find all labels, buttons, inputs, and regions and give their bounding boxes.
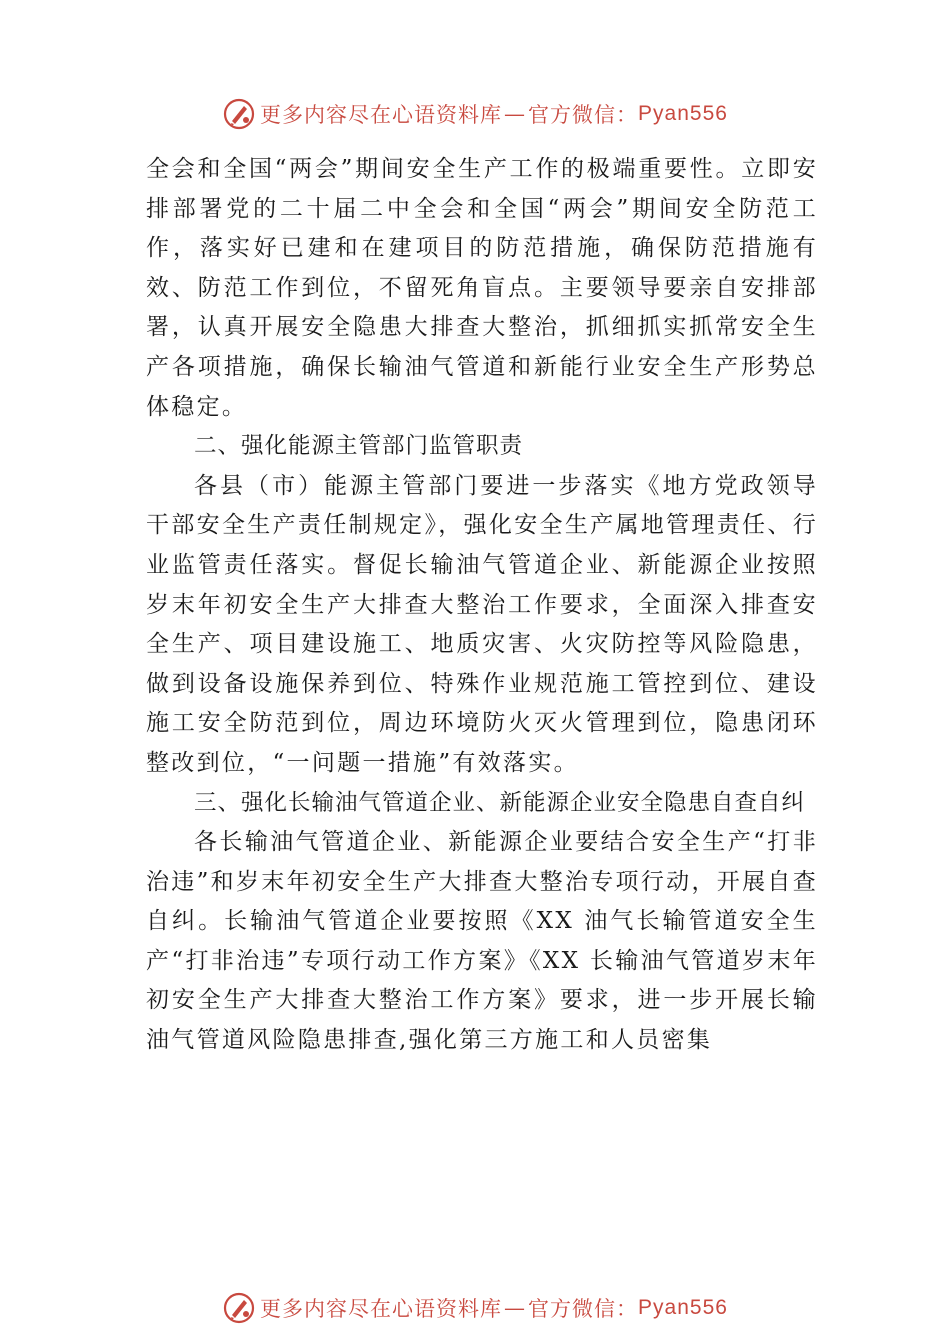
section-heading: 二、强化能源主管部门监管职责: [194, 433, 524, 460]
watermark-separator: —: [504, 102, 527, 126]
body-paragraph: 各县（市）能源主管部门要进一步落实《地方党政领导干部安全生产责任制规定》，强化安全生产属地管理责任、行业监管责任落实。督促长输油气管道企业、新能源企业按照岁末年初安全生产大排查大整治工作要求，全面深入排查安全生产、项目建设施工、地质灾害、火灾防控等风险隐患， 做到设备设施保养到位、特殊作业规范施工管控到位、建设施工安全防范到位，周边环境防火灭火管理到位，隐患闭环整改到位，“一问题一措施”有效落实。: [146, 472, 818, 776]
watermark-official-label: 官方微信：: [528, 1297, 639, 1321]
watermark-handle: Pyan556: [638, 1296, 728, 1319]
pen-seal-logo-icon: [222, 97, 256, 131]
footer-watermark: [0, 1288, 950, 1328]
watermark-text: 更多内容尽在心语资料库: [260, 1297, 503, 1321]
header-watermark: [0, 94, 950, 134]
document-body: [146, 150, 818, 1061]
body-paragraph: 全会和全国“两会”期间安全生产工作的极端重要性。立即安排部署党的二十届二中全会和全国“两会”期间安全防范工作，落实好已建和在建项目的防范措施，确保防范措施有效、防范工作到位，不留死角盲点。主要领导要亲自安排部署，认真开展安全隐患大排查大整治，抓细抓实抓常安全生产各项措施，确保长输油气管道和新能行业安全生产形势总体稳定。: [146, 156, 818, 420]
watermark-handle: Pyan556: [638, 102, 728, 125]
pen-seal-logo-icon: [222, 1291, 256, 1325]
section-heading: 三、强化长输油气管道企业、新能源企业安全隐患自查自纠: [194, 789, 806, 816]
watermark-official-label: 官方微信：: [528, 103, 639, 127]
watermark-text: 更多内容尽在心语资料库: [260, 103, 503, 127]
body-paragraph: 各长输油气管道企业、新能源企业要结合安全生产“打非治违”和岁末年初安全生产大排查大整治专项行动，开展自查自纠。长输油气管道企业要按照《XX 油气长输管道安全生产“打非治违”专项行动工作方案》《XX 长输油气管道岁末年初安全生产大排查大整治工作方案》要求，进一步开展长输油气管道风险隐患排查,强化第三方施工和人员密集: [146, 829, 818, 1054]
watermark-separator: —: [504, 1296, 527, 1320]
